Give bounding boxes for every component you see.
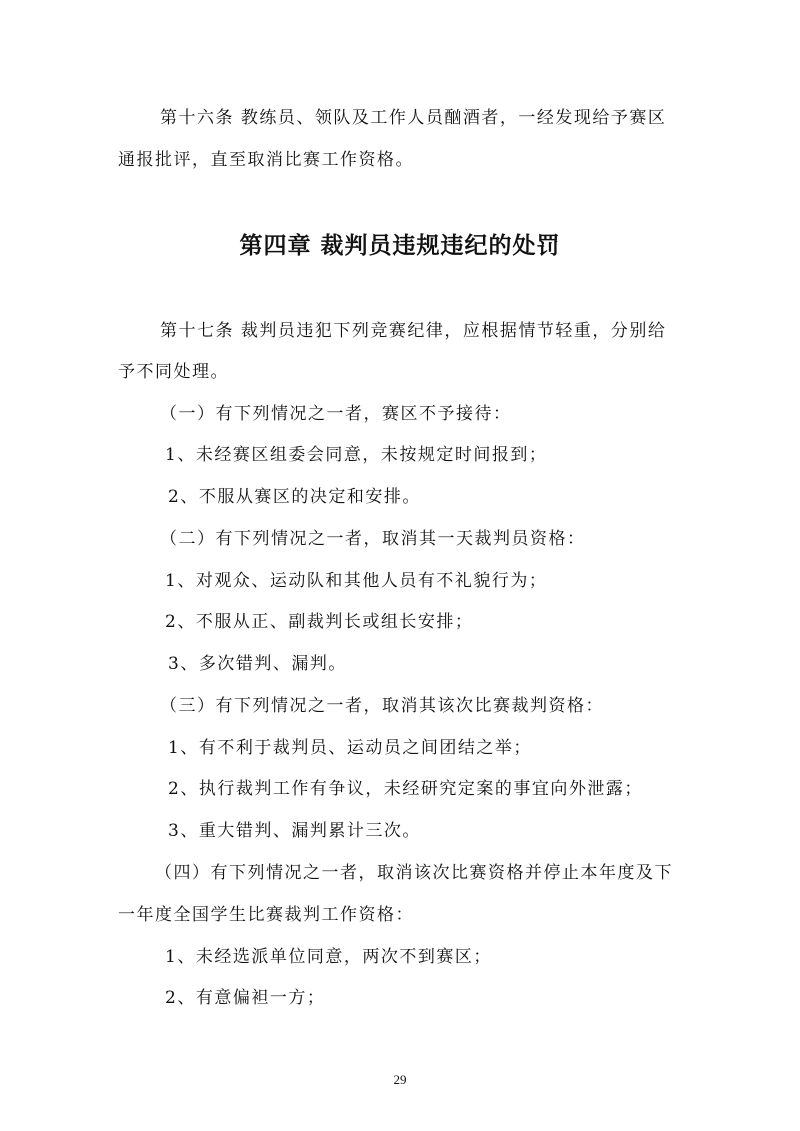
article-16-line-1: 第十六条 教练员、领队及工作人员酗酒者，一经发现给予赛区 [160,108,667,128]
section-2-item: 3、多次错判、漏判。 [168,654,347,674]
section-3-item: 2、执行裁判工作有争议，未经研究定案的事宜向外泄露； [168,779,643,799]
section-4-heading-line-2: 一年度全国学生比赛裁判工作资格： [118,905,414,925]
section-3-item: 3、重大错判、漏判累计三次。 [168,821,421,841]
section-3-heading: （三）有下列情况之一者，取消其该次比赛裁判资格： [160,696,604,716]
section-4-heading-line-1: （四）有下列情况之一者，取消该次比赛资格并停止本年度及下 [155,863,673,883]
section-1-item: 1、未经赛区组委会同意，未按规定时间报到； [165,445,548,465]
article-17-line-1: 第十七条 裁判员违犯下列竞赛纪律，应根据情节轻重，分别给 [160,321,667,341]
chapter-title: 第四章 裁判员违规违纪的处罚 [239,233,561,259]
section-1-heading: （一）有下列情况之一者，赛区不予接待： [160,404,512,424]
article-17-line-2: 予不同处理。 [118,362,229,382]
section-2-item: 1、对观众、运动队和其他人员有不礼貌行为； [165,571,548,591]
page-number: 29 [393,1072,407,1087]
section-2-heading: （二）有下列情况之一者，取消其一天裁判员资格： [160,529,586,549]
section-1-item: 2、不服从赛区的决定和安排。 [168,487,421,507]
section-4-item: 1、未经选派单位同意，两次不到赛区； [165,947,492,967]
section-3-item: 1、有不利于裁判员、运动员之间团结之举； [168,738,532,758]
section-4-item: 2、有意偏袒一方； [165,988,326,1008]
section-2-item: 2、不服从正、副裁判长或组长安排； [165,612,474,632]
article-16-line-2: 通报批评，直至取消比赛工作资格。 [118,150,414,170]
